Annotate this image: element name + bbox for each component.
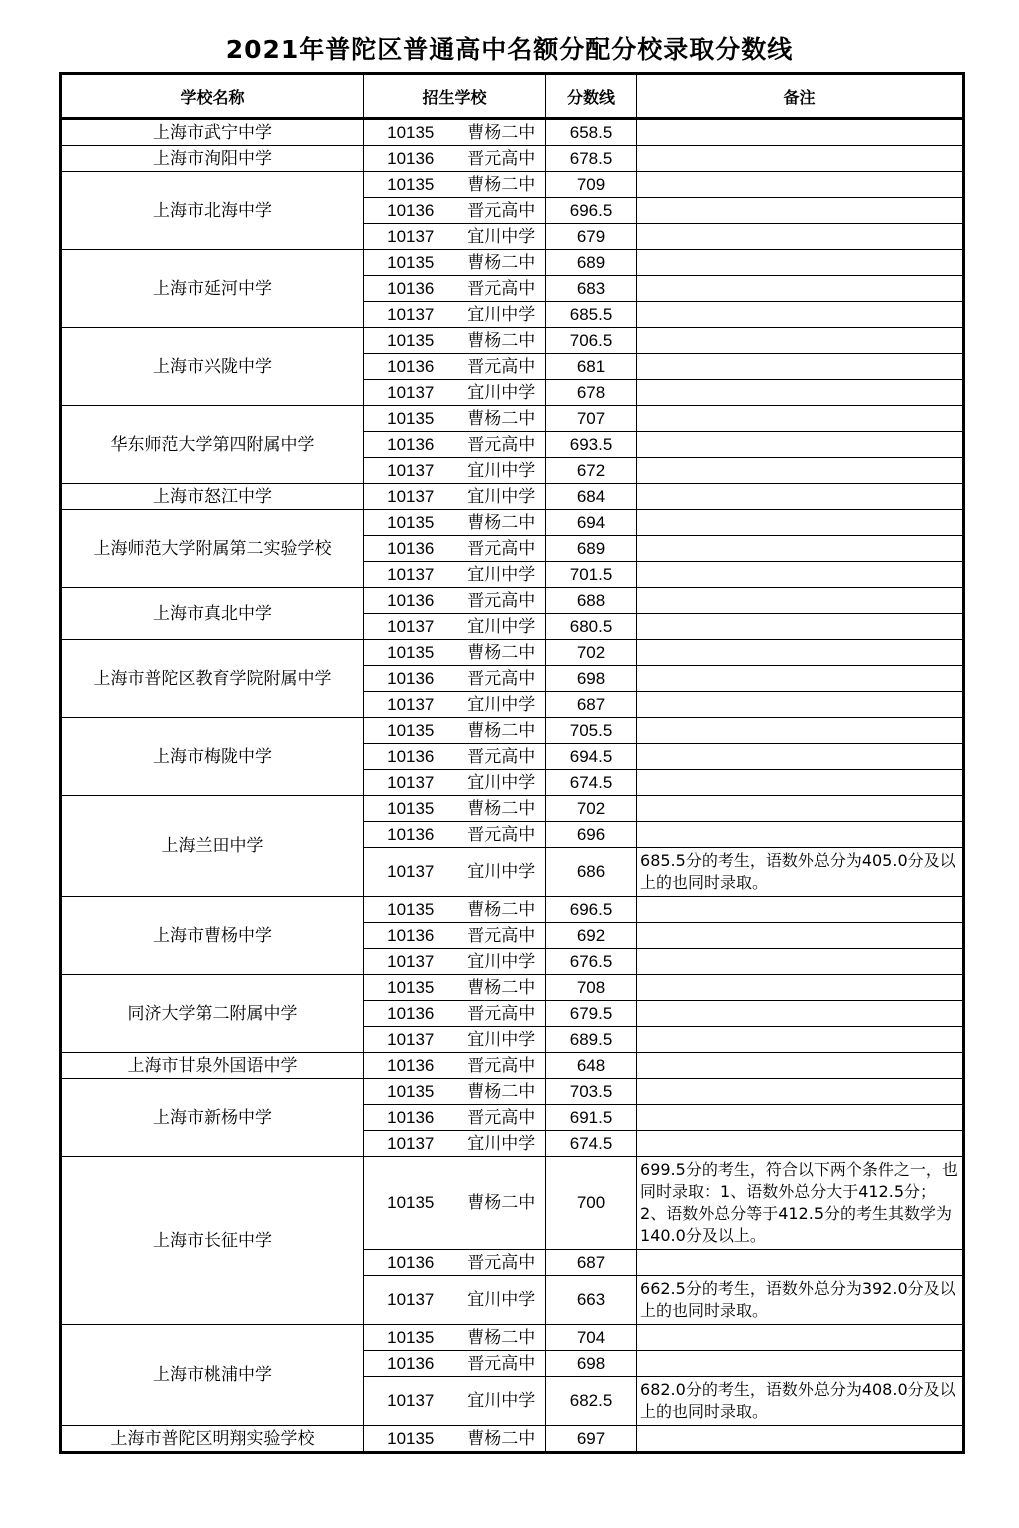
table-row	[61, 1053, 964, 1079]
note-cell	[637, 562, 964, 588]
code-cell: 10136	[364, 198, 458, 224]
admit-school-cell: 曹杨二中	[458, 1157, 546, 1250]
code-cell: 10136	[364, 744, 458, 770]
school-name-cell: 上海市梅陇中学	[61, 718, 364, 796]
note-cell	[637, 510, 964, 536]
code-cell: 10137	[364, 562, 458, 588]
note-cell	[637, 666, 964, 692]
code-cell: 10137	[364, 458, 458, 484]
note-cell	[637, 146, 964, 172]
admit-school-cell: 晋元高中	[458, 432, 546, 458]
school-name-cell: 上海市洵阳中学	[61, 146, 364, 172]
note-cell	[637, 1131, 964, 1157]
score-cell: 663	[546, 1276, 637, 1325]
note-cell	[637, 718, 964, 744]
admit-school-cell: 晋元高中	[458, 1250, 546, 1276]
score-cell: 696	[546, 822, 637, 848]
admit-school-cell: 曹杨二中	[458, 897, 546, 923]
code-cell: 10136	[364, 1105, 458, 1131]
note-cell	[637, 923, 964, 949]
code-cell: 10137	[364, 1377, 458, 1426]
score-cell: 679	[546, 224, 637, 250]
table-row	[61, 975, 964, 1001]
table-row	[61, 510, 964, 536]
note-cell	[637, 198, 964, 224]
note-cell	[637, 1001, 964, 1027]
school-name-cell: 上海师范大学附属第二实验学校	[61, 510, 364, 588]
admit-school-cell: 宜川中学	[458, 224, 546, 250]
score-cell: 698	[546, 666, 637, 692]
score-cell: 648	[546, 1053, 637, 1079]
code-cell: 10135	[364, 406, 458, 432]
admit-school-cell: 曹杨二中	[458, 718, 546, 744]
table-row	[61, 1157, 964, 1250]
admit-school-cell: 晋元高中	[458, 923, 546, 949]
table-row	[61, 406, 964, 432]
code-cell: 10135	[364, 1325, 458, 1351]
school-name-cell: 上海市北海中学	[61, 172, 364, 250]
code-cell: 10136	[364, 1250, 458, 1276]
table-row	[61, 250, 964, 276]
admit-school-cell: 宜川中学	[458, 484, 546, 510]
school-name-cell: 上海市长征中学	[61, 1157, 364, 1325]
admit-school-cell: 宜川中学	[458, 692, 546, 718]
score-cell: 696.5	[546, 897, 637, 923]
table-row	[61, 796, 964, 822]
score-cell: 708	[546, 975, 637, 1001]
note-cell	[637, 380, 964, 406]
note-cell: 682.0分的考生，语数外总分为408.0分及以上的也同时录取。	[637, 1377, 964, 1426]
score-cell: 698	[546, 1351, 637, 1377]
score-cell: 658.5	[546, 119, 637, 146]
admit-school-cell: 曹杨二中	[458, 975, 546, 1001]
note-cell	[637, 458, 964, 484]
table-row	[61, 1325, 964, 1351]
score-cell: 697	[546, 1426, 637, 1453]
note-cell	[637, 276, 964, 302]
table-row	[61, 588, 964, 614]
header-row	[61, 74, 964, 119]
code-cell: 10136	[364, 1001, 458, 1027]
code-cell: 10135	[364, 1426, 458, 1453]
admit-school-cell: 曹杨二中	[458, 1426, 546, 1453]
score-cell: 693.5	[546, 432, 637, 458]
code-cell: 10136	[364, 666, 458, 692]
school-name-cell: 上海兰田中学	[61, 796, 364, 897]
code-cell: 10135	[364, 1157, 458, 1250]
code-cell: 10137	[364, 692, 458, 718]
admit-school-cell: 宜川中学	[458, 848, 546, 897]
code-cell: 10137	[364, 1027, 458, 1053]
note-cell	[637, 1053, 964, 1079]
table-row	[61, 1079, 964, 1105]
note-cell	[637, 588, 964, 614]
school-name-cell: 上海市曹杨中学	[61, 897, 364, 975]
code-cell: 10137	[364, 224, 458, 250]
note-cell	[637, 1250, 964, 1276]
score-cell: 680.5	[546, 614, 637, 640]
table-row	[61, 897, 964, 923]
admit-school-cell: 晋元高中	[458, 354, 546, 380]
score-cell: 674.5	[546, 1131, 637, 1157]
admit-school-cell: 宜川中学	[458, 1276, 546, 1325]
score-cell: 689	[546, 536, 637, 562]
code-cell: 10137	[364, 949, 458, 975]
code-cell: 10136	[364, 354, 458, 380]
note-cell	[637, 770, 964, 796]
school-name-cell: 上海市怒江中学	[61, 484, 364, 510]
score-cell: 687	[546, 1250, 637, 1276]
score-cell: 691.5	[546, 1105, 637, 1131]
code-cell: 10136	[364, 923, 458, 949]
admit-school-cell: 曹杨二中	[458, 406, 546, 432]
code-cell: 10136	[364, 1351, 458, 1377]
score-cell: 672	[546, 458, 637, 484]
code-cell: 10137	[364, 380, 458, 406]
note-cell	[637, 250, 964, 276]
table-body	[61, 119, 964, 1453]
score-cell: 686	[546, 848, 637, 897]
admit-school-cell: 宜川中学	[458, 302, 546, 328]
code-cell: 10135	[364, 718, 458, 744]
admit-school-cell: 宜川中学	[458, 458, 546, 484]
header-school: 学校名称	[61, 74, 364, 119]
note-cell	[637, 224, 964, 250]
code-cell: 10136	[364, 536, 458, 562]
note-cell	[637, 406, 964, 432]
table-row	[61, 328, 964, 354]
school-name-cell: 华东师范大学第四附属中学	[61, 406, 364, 484]
code-cell: 10135	[364, 640, 458, 666]
score-cell: 685.5	[546, 302, 637, 328]
code-cell: 10135	[364, 796, 458, 822]
note-cell	[637, 975, 964, 1001]
school-name-cell: 上海市普陀区明翔实验学校	[61, 1426, 364, 1453]
score-cell: 704	[546, 1325, 637, 1351]
admit-school-cell: 晋元高中	[458, 666, 546, 692]
code-cell: 10137	[364, 770, 458, 796]
table-row	[61, 718, 964, 744]
admit-school-cell: 晋元高中	[458, 1001, 546, 1027]
admit-school-cell: 曹杨二中	[458, 250, 546, 276]
school-name-cell: 上海市新杨中学	[61, 1079, 364, 1157]
note-cell	[637, 1079, 964, 1105]
admit-school-cell: 晋元高中	[458, 198, 546, 224]
code-cell: 10136	[364, 276, 458, 302]
admit-school-cell: 宜川中学	[458, 1377, 546, 1426]
table-row	[61, 146, 964, 172]
score-cell: 706.5	[546, 328, 637, 354]
school-name-cell: 上海市武宁中学	[61, 119, 364, 146]
school-name-cell: 上海市真北中学	[61, 588, 364, 640]
school-name-cell: 上海市延河中学	[61, 250, 364, 328]
note-cell	[637, 744, 964, 770]
note-cell	[637, 354, 964, 380]
school-name-cell: 上海市桃浦中学	[61, 1325, 364, 1426]
admit-school-cell: 晋元高中	[458, 536, 546, 562]
table-row	[61, 1426, 964, 1453]
code-cell: 10136	[364, 822, 458, 848]
admit-school-cell: 宜川中学	[458, 770, 546, 796]
admit-school-cell: 晋元高中	[458, 1351, 546, 1377]
admit-school-cell: 晋元高中	[458, 146, 546, 172]
score-cell: 676.5	[546, 949, 637, 975]
score-cell: 678.5	[546, 146, 637, 172]
admit-school-cell: 晋元高中	[458, 1105, 546, 1131]
header-score: 分数线	[546, 74, 637, 119]
note-cell	[637, 796, 964, 822]
admit-school-cell: 曹杨二中	[458, 119, 546, 146]
admit-school-cell: 宜川中学	[458, 949, 546, 975]
admit-school-cell: 曹杨二中	[458, 510, 546, 536]
score-cell: 707	[546, 406, 637, 432]
note-cell: 685.5分的考生，语数外总分为405.0分及以上的也同时录取。	[637, 848, 964, 897]
note-cell	[637, 1351, 964, 1377]
note-cell	[637, 1027, 964, 1053]
score-cell: 705.5	[546, 718, 637, 744]
admit-school-cell: 曹杨二中	[458, 640, 546, 666]
note-cell	[637, 614, 964, 640]
table-row	[61, 172, 964, 198]
admit-school-cell: 曹杨二中	[458, 1325, 546, 1351]
score-cell: 688	[546, 588, 637, 614]
score-cell: 679.5	[546, 1001, 637, 1027]
admit-school-cell: 晋元高中	[458, 276, 546, 302]
note-cell	[637, 536, 964, 562]
code-cell: 10137	[364, 848, 458, 897]
admit-school-cell: 曹杨二中	[458, 1079, 546, 1105]
header-admit: 招生学校	[364, 74, 546, 119]
score-cell: 709	[546, 172, 637, 198]
score-cell: 684	[546, 484, 637, 510]
score-cell: 692	[546, 923, 637, 949]
code-cell: 10137	[364, 1276, 458, 1325]
note-cell	[637, 328, 964, 354]
code-cell: 10135	[364, 897, 458, 923]
admit-school-cell: 晋元高中	[458, 744, 546, 770]
score-cell: 703.5	[546, 1079, 637, 1105]
school-name-cell: 同济大学第二附属中学	[61, 975, 364, 1053]
note-cell	[637, 1105, 964, 1131]
note-cell	[637, 692, 964, 718]
score-cell: 689	[546, 250, 637, 276]
score-cell: 678	[546, 380, 637, 406]
note-cell	[637, 897, 964, 923]
admit-school-cell: 宜川中学	[458, 380, 546, 406]
code-cell: 10136	[364, 588, 458, 614]
score-cell: 694	[546, 510, 637, 536]
code-cell: 10135	[364, 250, 458, 276]
note-cell	[637, 640, 964, 666]
admit-school-cell: 宜川中学	[458, 1131, 546, 1157]
admit-school-cell: 晋元高中	[458, 588, 546, 614]
code-cell: 10135	[364, 510, 458, 536]
note-cell	[637, 1325, 964, 1351]
score-cell: 689.5	[546, 1027, 637, 1053]
score-cell: 702	[546, 796, 637, 822]
header-note: 备注	[637, 74, 964, 119]
table-row	[61, 484, 964, 510]
score-cell: 696.5	[546, 198, 637, 224]
school-name-cell: 上海市普陀区教育学院附属中学	[61, 640, 364, 718]
page-title: 2021年普陀区普通高中名额分配分校录取分数线	[225, 35, 794, 64]
admit-school-cell: 晋元高中	[458, 1053, 546, 1079]
table-row	[61, 640, 964, 666]
score-cell: 702	[546, 640, 637, 666]
code-cell: 10135	[364, 172, 458, 198]
code-cell: 10135	[364, 975, 458, 1001]
score-cell: 674.5	[546, 770, 637, 796]
school-name-cell: 上海市甘泉外国语中学	[61, 1053, 364, 1079]
note-cell	[637, 822, 964, 848]
score-cell: 701.5	[546, 562, 637, 588]
admit-school-cell: 晋元高中	[458, 822, 546, 848]
score-cell: 700	[546, 1157, 637, 1250]
code-cell: 10135	[364, 328, 458, 354]
school-name-cell: 上海市兴陇中学	[61, 328, 364, 406]
code-cell: 10136	[364, 432, 458, 458]
note-cell	[637, 484, 964, 510]
note-cell: 662.5分的考生，语数外总分为392.0分及以上的也同时录取。	[637, 1276, 964, 1325]
code-cell: 10135	[364, 119, 458, 146]
score-cell: 681	[546, 354, 637, 380]
code-cell: 10137	[364, 1131, 458, 1157]
admit-school-cell: 曹杨二中	[458, 796, 546, 822]
score-table	[59, 72, 965, 1454]
code-cell: 10137	[364, 484, 458, 510]
score-cell: 694.5	[546, 744, 637, 770]
code-cell: 10136	[364, 146, 458, 172]
note-cell	[637, 172, 964, 198]
score-cell: 682.5	[546, 1377, 637, 1426]
note-cell: 699.5分的考生，符合以下两个条件之一，也同时录取：1、语数外总分大于412.5分；2、语数外总分等于412.5分的考生其数学为140.0分及以上。	[637, 1157, 964, 1250]
admit-school-cell: 宜川中学	[458, 562, 546, 588]
code-cell: 10137	[364, 302, 458, 328]
note-cell	[637, 302, 964, 328]
score-cell: 687	[546, 692, 637, 718]
note-cell	[637, 119, 964, 146]
admit-school-cell: 曹杨二中	[458, 328, 546, 354]
admit-school-cell: 宜川中学	[458, 1027, 546, 1053]
note-cell	[637, 1426, 964, 1453]
code-cell: 10135	[364, 1079, 458, 1105]
score-cell: 683	[546, 276, 637, 302]
note-cell	[637, 432, 964, 458]
table-row	[61, 119, 964, 146]
code-cell: 10137	[364, 614, 458, 640]
code-cell: 10136	[364, 1053, 458, 1079]
admit-school-cell: 宜川中学	[458, 614, 546, 640]
note-cell	[637, 949, 964, 975]
admit-school-cell: 曹杨二中	[458, 172, 546, 198]
